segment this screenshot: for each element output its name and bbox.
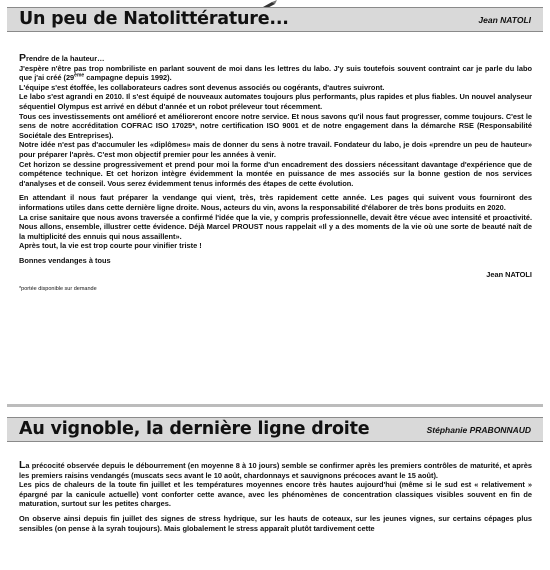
paragraph: Cet horizon se dessine progressivement et prend pour moi la forme d'un encadrement des dossiers nécessitant davantage d'expérience que de compétence technique. Et cet horizon intègre évidemment la montée en puissance de mes associés sur la bonne gestion de nos services d'analyses et de conseil. Vous serez évidemment tenus informés des étapes de cette évolution. <box>19 159 532 188</box>
article-subheading: Prendre de la hauteur… <box>19 52 105 64</box>
paragraph: Les pics de chaleurs de la toute fin juillet et les températures moyennes encore très hautes aujourd'hui (même si le sud est « relativement » épargné par la canicule actuelle) vont conforter cette avance, avec les phénomènes de concentration classiques visibles souvent en fin de maturation, surtout sur les petites charges. <box>19 480 532 509</box>
article-header-vignoble <box>7 417 543 442</box>
article-title: Au vignoble, la dernière ligne droite <box>19 419 370 439</box>
article-body-natolitterature <box>19 54 532 293</box>
paragraph: En attendant il nous faut préparer la vendange qui vient, très, très rapidement cette année. Les pages qui suivent vous fourniront des informations utiles dans cette dernière ligne droite. Nous, acteurs du vin, avons la responsabilité d'élaborer de très bons produits en 2020. <box>19 193 532 212</box>
article-header-natolitterature <box>7 7 543 32</box>
paragraph: Tous ces investissements ont amélioré et amélioreront encore notre service. Et nous savons qu'il nous faut progresser, comme toujours. C'est le sens de notre accréditation COFRAC ISO 17025*, notre certification ISO 9001 et de notre engagement dans la démarche RSE (Responsabilité Sociétale des Entreprises). <box>19 111 532 140</box>
drop-cap: P <box>19 52 27 64</box>
paragraph: On observe ainsi depuis fin juillet des signes de stress hydrique, sur les hauts de coteaux, sur les jeunes vignes, sur certains cépages plus sensibles (on pense à la syrah toujours). Mais globalement le stress apparaît plutôt tardivement cette <box>19 513 532 533</box>
paragraph: La précocité observée depuis le débourrement (en moyenne 8 à 10 jours) semble se confirmer après les premiers contrôles de maturité, et après les premiers raisins vendangés (muscats secs avant le 10 août, chardonnays et sauvignons précoces avant le 15 août). <box>19 459 532 480</box>
signature: Jean NATOLI <box>486 270 532 280</box>
paragraph: J'espère n'être pas trop nombriliste en parlant souvent de moi dans les lettres du labo. J'y suis toutefois souvent contraint car je parle du labo que j'ai créé (29ème campagne depuis 1992). <box>19 63 532 83</box>
paragraph: La crise sanitaire que nous avons traversée a confirmé l'idée que la vie, y compris professionnelle, devait être vécue avec intensité et proactivité. Nous allons, ensemble, illustrer cette évidence. Déjà Marcel PROUST nous rappelait «Il y a des moments de la vie où une sorte de beauté naît de la multiplicité des ennuis qui nous assaillent». <box>19 212 532 241</box>
section-divider <box>7 404 543 407</box>
article-author: Jean NATOLI <box>478 15 531 25</box>
article-title: Un peu de Natolittérature... <box>19 9 289 29</box>
article-author: Stéphanie PRABONNAUD <box>426 425 531 435</box>
closing-line: Bonnes vendanges à tous <box>19 255 111 265</box>
paragraph: L'équipe s'est étoffée, les collaborateurs cadres sont devenus associés ou cogérants, d'autres suivront. <box>19 82 385 92</box>
paragraph: Le labo s'est agrandi en 2010. Il s'est équipé de nouveaux automates toujours plus performants, plus rapides et plus fiables. Un nouvel analyseur séquentiel Olympus est arrivé en début d'année et un robot préleveur tout récemment. <box>19 92 532 111</box>
drop-cap: L <box>19 459 26 471</box>
paragraph: Après tout, la vie est trop courte pour vinifier triste ! <box>19 241 202 251</box>
article-body-vignoble <box>19 461 532 533</box>
footnote: *portée disponible sur demande <box>19 286 97 293</box>
paragraph: Notre idée n'est pas d'accumuler les «diplômes» mais de donner du sens à notre travail. Fondateur du labo, je dois «prendre un peu de hauteur» pour préparer l'après. C'est mon objectif premier pour les années à venir. <box>19 140 532 159</box>
